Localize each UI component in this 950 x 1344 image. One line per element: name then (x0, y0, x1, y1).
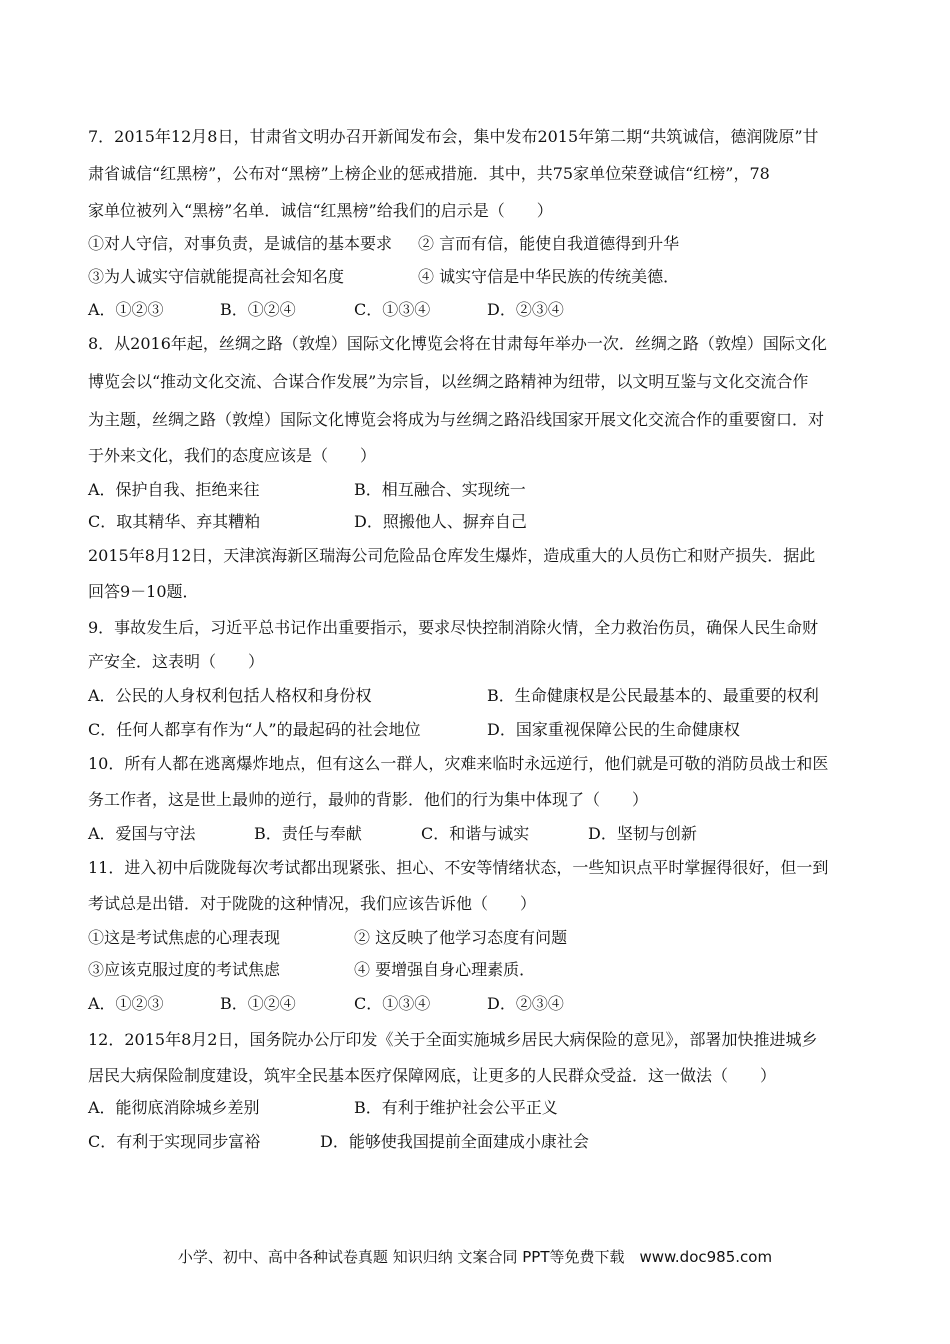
q9-stem-line: 产安全．这表明（ ） (88, 652, 265, 671)
q11-stem-line: 11．进入初中后陇陇每次考试都出现紧张、担心、不安等情绪状态，一些知识点平时掌握得很好，但一到 (88, 858, 829, 877)
q10-option-b: B．责任与奉献 (254, 824, 362, 843)
q11-stem-line: 考试总是出错．对于陇陇的这种情况，我们应该告诉他（ ） (88, 894, 537, 913)
q11-option-d: D．②③④ (487, 994, 564, 1013)
q10-option-d: D．坚韧与创新 (588, 824, 697, 843)
q7-option-b: B．①②④ (220, 300, 296, 319)
q7-option-d: D．②③④ (487, 300, 564, 319)
q9-option-a: A．公民的人身权利包括人格权和身份权 (88, 686, 372, 705)
q8-stem-line: 8．从2016年起，丝绸之路（敦煌）国际文化博览会将在甘肃每年举办一次．丝绸之路（敦煌）国际文化 (88, 334, 827, 353)
q12-stem-line: 12．2015年8月2日，国务院办公厅印发《关于全面实施城乡居民大病保险的意见》，部署加快推进城乡 (88, 1030, 818, 1049)
q12-stem-line: 居民大病保险制度建设，筑牢全民基本医疗保障网底，让更多的人民群众受益．这一做法（ ） (88, 1066, 777, 1085)
intro-line: 回答9－10题． (88, 582, 199, 601)
q8-stem-line: 为主题，丝绸之路（敦煌）国际文化博览会将成为与丝绸之路沿线国家开展文化交流合作的重要窗口．对 (88, 410, 825, 429)
q8-stem-line: 于外来文化，我们的态度应该是（ ） (88, 446, 377, 465)
q12-option-b: B．有利于维护社会公平正义 (354, 1098, 558, 1117)
q7-statement-4: ④ 诚实守信是中华民族的传统美德． (418, 267, 680, 286)
q8-option-a: A．保护自我、拒绝来往 (88, 480, 260, 499)
q7-statement-1: ①对人守信，对事负责，是诚信的基本要求 (88, 234, 393, 253)
q11-statement-4: ④ 要增强自身心理素质． (354, 960, 536, 979)
q9-stem-line: 9．事故发生后，习近平总书记作出重要指示，要求尽快控制消除火情，全力救治伤员，确保人民生命财 (88, 618, 819, 637)
q7-stem-line: 肃省诚信“红黑榜”，公布对“黑榜”上榜企业的惩戒措施．其中，共75家单位荣登诚信“红榜”，78 (88, 164, 770, 183)
q7-stem-line: 7．2015年12月8日，甘肃省文明办召开新闻发布会，集中发布2015年第二期“共筑诚信，德润陇原”甘 (88, 127, 819, 146)
q7-option-a: A．①②③ (88, 300, 164, 319)
page-footer: 小学、初中、高中各种试卷真题 知识归纳 文案合同 PPT等免费下载 www.doc985.com (177, 1248, 773, 1266)
q9-option-c: C．任何人都享有作为“人”的最起码的社会地位 (88, 720, 421, 739)
q7-stem-line: 家单位被列入“黑榜”名单．诚信“红黑榜”给我们的启示是（ ） (88, 201, 553, 220)
q11-statement-1: ①这是考试焦虑的心理表现 (88, 928, 281, 947)
q11-statement-3: ③应该克服过度的考试焦虑 (88, 960, 281, 979)
q8-option-b: B．相互融合、实现统一 (354, 480, 526, 499)
q12-option-c: C．有利于实现同步富裕 (88, 1132, 261, 1151)
q10-stem-line: 10．所有人都在逃离爆炸地点，但有这么一群人，灾难来临时永远逆行，他们就是可敬的消防员战士和医 (88, 754, 829, 773)
q10-option-c: C．和谐与诚实 (421, 824, 530, 843)
q11-statement-2: ② 这反映了他学习态度有问题 (354, 928, 568, 947)
q11-option-a: A．①②③ (88, 994, 164, 1013)
q9-option-b: B．生命健康权是公民最基本的、最重要的权利 (487, 686, 819, 705)
q8-stem-line: 博览会以“推动文化交流、合谋合作发展”为宗旨，以丝绸之路精神为纽带，以文明互鉴与文化交流合作 (88, 372, 809, 391)
q7-option-c: C．①③④ (354, 300, 431, 319)
q11-option-b: B．①②④ (220, 994, 296, 1013)
q9-option-d: D．国家重视保障公民的生命健康权 (487, 720, 740, 739)
intro-line: 2015年8月12日，天津滨海新区瑞海公司危险品仓库发生爆炸，造成重大的人员伤亡和财产损失．据此 (88, 546, 816, 565)
q12-option-a: A．能彻底消除城乡差别 (88, 1098, 260, 1117)
q10-stem-line: 务工作者，这是世上最帅的逆行，最帅的背影．他们的行为集中体现了（ ） (88, 790, 649, 809)
q8-option-d: D．照搬他人、摒弃自己 (354, 512, 527, 531)
q8-option-c: C．取其精华、弃其糟粕 (88, 512, 261, 531)
q12-option-d: D．能够使我国提前全面建成小康社会 (320, 1132, 589, 1151)
q7-statement-3: ③为人诚实守信就能提高社会知名度 (88, 267, 345, 286)
q10-option-a: A．爱国与守法 (88, 824, 196, 843)
q7-statement-2: ② 言而有信，能使自我道德得到升华 (418, 234, 680, 253)
q11-option-c: C．①③④ (354, 994, 431, 1013)
